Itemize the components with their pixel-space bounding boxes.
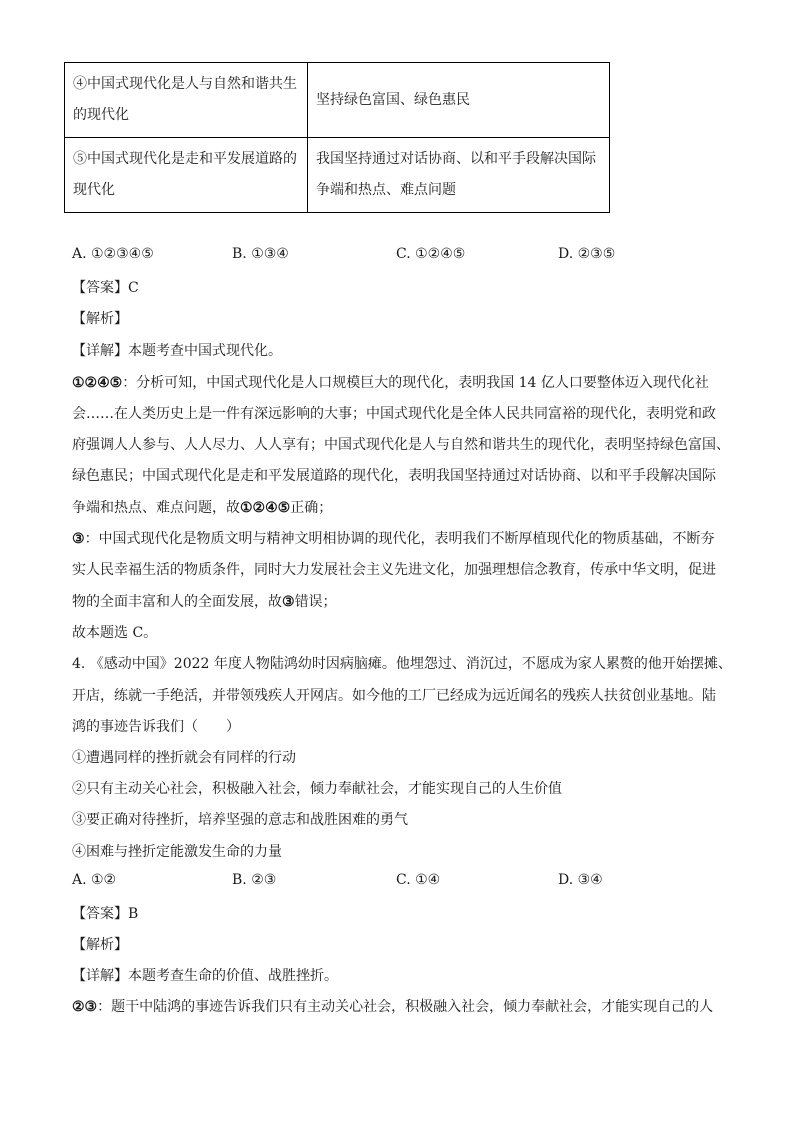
q3-p2-text: 物的全面丰富和人的全面发展，故 (72, 594, 282, 610)
cell-text-line: 我国坚持通过对话协商、以和平手段解决国际 (316, 151, 596, 167)
q4-statement: ②只有主动关心社会，积极融入社会，倾力奉献社会，才能实现自己的人生价值 (72, 781, 562, 797)
q4-option-c: C. ①④ (396, 872, 441, 888)
q3-explanation-line: 会……在人类历史上是一件有深远影响的大事；中国式现代化是全体人民共同富裕的现代化，表明党和政 (72, 406, 716, 422)
q4-statement: ④困难与挫折定能激发生命的力量 (72, 844, 282, 860)
q4-detail: 【详解】本题考查生命的价值、战胜挫折。 (72, 968, 338, 984)
q3-option-a: A. ①②③④⑤ (72, 246, 154, 262)
q3-explanation-line: 绿色惠民；中国式现代化是走和平发展道路的现代化，表明我国坚持通过对话协商、以和平手段解决国际 (72, 468, 716, 484)
q4-options (72, 872, 722, 892)
q4-stem-line: 鸿的事迹告诉我们（ ） (72, 719, 240, 735)
q3-explanation-line (72, 591, 337, 611)
q4-p1-lead: ②③ (72, 999, 98, 1015)
q4-statement: ③要正确对待挫折，培养坚强的意志和战胜困难的勇气 (72, 812, 408, 828)
cell-text-line: 争端和热点、难点问题 (316, 182, 456, 198)
q3-option-d: D. ②③⑤ (558, 246, 616, 262)
q3-conclusion: 故本题选 C。 (72, 625, 158, 641)
q3-explanation-line: 府强调人人参与、人人尽力、人人享有；中国式现代化是人与自然和谐共生的现代化，表明坚持绿色富国、 (72, 437, 730, 453)
q3-detail: 【详解】本题考查中国式现代化。 (72, 343, 282, 359)
q4-explanation-line (72, 996, 713, 1016)
q3-explanation-line: 实人民幸福生活的物质条件，同时大力发展社会主义先进文化，加强理想信念教育，传承中华文明，促进 (72, 562, 716, 578)
q3-p2-text: 错误； (294, 594, 337, 610)
q3-explanation-line (72, 372, 709, 392)
q3-p1-text: ：分析可知，中国式现代化是人口规模巨大的现代化，表明我国 14 亿人口要整体迈入现代化社 (122, 375, 709, 391)
q4-option-d: D. ③④ (558, 872, 603, 888)
q3-option-c: C. ①②④⑤ (396, 246, 466, 262)
cell-text-line: ④中国式现代化是人与自然和谐共生 (73, 76, 297, 92)
q3-p2-text: ：中国式现代化是物质文明与精神文明相协调的现代化，表明我们不断厚植现代化的物质基础，不断夯 (84, 531, 715, 547)
q3-p1-text: 争端和热点、难点问题，故 (72, 500, 240, 516)
q3-answer: 【答案】C (72, 280, 139, 296)
q3-explanation-line (72, 528, 715, 548)
q3-p1-text: 正确； (290, 500, 333, 516)
table-cell-statement (65, 63, 308, 138)
q3-p1-lead: ①②④⑤ (72, 375, 123, 391)
q3-p2-marker: ③ (282, 594, 295, 610)
q3-p2-lead: ③ (72, 531, 85, 547)
q3-analysis-heading: 【解析】 (72, 311, 128, 327)
q4-analysis-heading: 【解析】 (72, 937, 128, 953)
q3-option-b: B. ①③④ (232, 246, 289, 262)
table-cell-statement (65, 138, 308, 213)
cell-text-line: 现代化 (73, 182, 115, 198)
q4-option-b: B. ②③ (232, 872, 277, 888)
table-cell-explanation (308, 63, 610, 138)
cell-text-line: 的现代化 (73, 107, 129, 123)
table-row (65, 63, 610, 138)
q4-statement: ①遭遇同样的挫折就会有同样的行动 (72, 750, 296, 766)
cell-text-line: 坚持绿色富国、绿色惠民 (316, 91, 470, 108)
q3-explanation-line (72, 497, 332, 517)
q4-answer: 【答案】B (72, 906, 139, 922)
q4-stem-line: 4. 《感动中国》2022 年度人物陆鸿幼时因病脑瘫。他埋怨过、消沉过，不愿成为家人累赘的他开始摆摊、 (72, 656, 732, 672)
q4-p1-text: ：题干中陆鸿的事迹告诉我们只有主动关心社会，积极融入社会，倾力奉献社会，才能实现自己的人 (97, 999, 714, 1015)
cell-text-line: ⑤中国式现代化是走和平发展道路的 (73, 151, 297, 167)
q3-p1-marker: ①②④⑤ (240, 500, 291, 516)
q4-stem-line: 开店，练就一手绝活，并带领残疾人开网店。如今他的工厂已经成为远近闻名的残疾人扶贫创业基地。陆 (72, 688, 716, 704)
table-row (65, 138, 610, 213)
table-cell-explanation (308, 138, 610, 213)
statement-table (64, 62, 610, 213)
q3-options (72, 246, 722, 266)
q4-option-a: A. ①② (72, 872, 117, 888)
